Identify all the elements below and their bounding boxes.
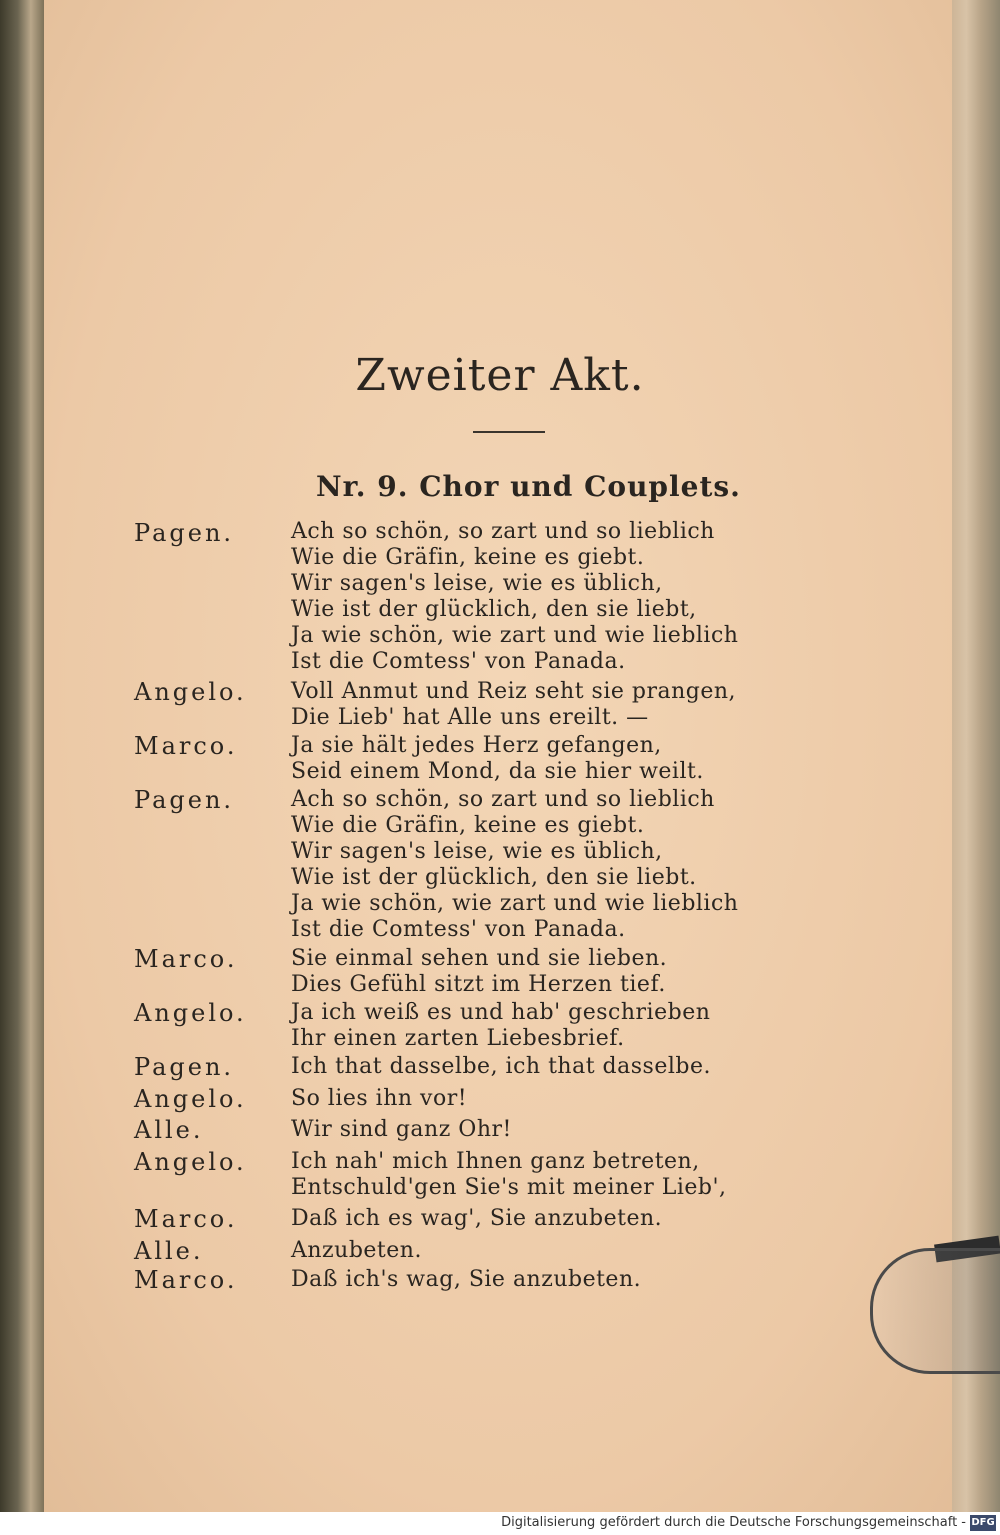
speaker-name: Angelo. [134,1148,247,1176]
verse-line: Sie einmal sehen und sie lieben. [291,946,668,971]
verse-line: Ist die Comtess' von Panada. [291,649,626,674]
verse-line: Wie die Gräfin, keine es giebt. [291,813,645,838]
verse-line: Voll Anmut und Reiz seht sie prangen, [291,679,737,704]
verse-line: Ich that dasselbe, ich that dasselbe. [291,1054,711,1079]
verse-line: Seid einem Mond, da sie hier weilt. [291,759,704,784]
speaker-name: Pagen. [134,1053,235,1081]
book-binding [0,0,44,1512]
speaker-name: Marco. [134,1205,238,1233]
verse-line: Anzubeten. [291,1238,422,1263]
title-rule [473,431,545,433]
speaker-name: Angelo. [134,1085,247,1113]
verse-line: Ihr einen zarten Liebesbrief. [291,1026,625,1051]
speaker-name: Alle. [134,1116,204,1144]
credit-bar [0,1512,1000,1535]
verse-line: Wir sagen's leise, wie es üblich, [291,839,663,864]
verse-line: Ach so schön, so zart und so lieblich [291,519,715,544]
page-clip [870,1248,1000,1374]
speaker-name: Angelo. [134,678,247,706]
verse-line: Ich nah' mich Ihnen ganz betreten, [291,1149,700,1174]
speaker-name: Marco. [134,945,238,973]
speaker-name: Marco. [134,732,238,760]
verse-line: So lies ihn vor! [291,1086,468,1111]
speaker-name: Pagen. [134,519,235,547]
verse-line: Daß ich es wag', Sie anzubeten. [291,1206,663,1231]
verse-line: Ist die Comtess' von Panada. [291,917,626,942]
verse-line: Ja sie hält jedes Herz gefangen, [291,733,662,758]
verse-line: Daß ich's wag, Sie anzubeten. [291,1267,642,1292]
verse-line: Wie ist der glücklich, den sie liebt, [291,597,697,622]
verse-line: Wir sagen's leise, wie es üblich, [291,571,663,596]
speaker-name: Angelo. [134,999,247,1027]
verse-line: Ach so schön, so zart und so lieblich [291,787,715,812]
verse-line: Wie ist der glücklich, den sie liebt. [291,865,697,890]
speaker-name: Marco. [134,1266,238,1294]
verse-line: Dies Gefühl sitzt im Herzen tief. [291,972,666,997]
credit-text: Digitalisierung gefördert durch die Deutsche Forschungsgemeinschaft - [501,1515,966,1530]
verse-line: Wie die Gräfin, keine es giebt. [291,545,645,570]
speaker-name: Alle. [134,1237,204,1265]
verse-line: Die Lieb' hat Alle uns ereilt. — [291,705,649,730]
section-heading: Nr. 9. Chor und Couplets. [316,470,741,503]
verse-line: Entschuld'gen Sie's mit meiner Lieb', [291,1175,727,1200]
verse-line: Ja wie schön, wie zart und wie lieblich [291,891,739,916]
speaker-name: Pagen. [134,786,235,814]
page-title: Zweiter Akt. [355,350,645,401]
dfg-logo: DFG [970,1515,996,1531]
verse-line: Ja ich weiß es und hab' geschrieben [291,1000,711,1025]
verse-line: Wir sind ganz Ohr! [291,1117,512,1142]
verse-line: Ja wie schön, wie zart und wie lieblich [291,623,739,648]
